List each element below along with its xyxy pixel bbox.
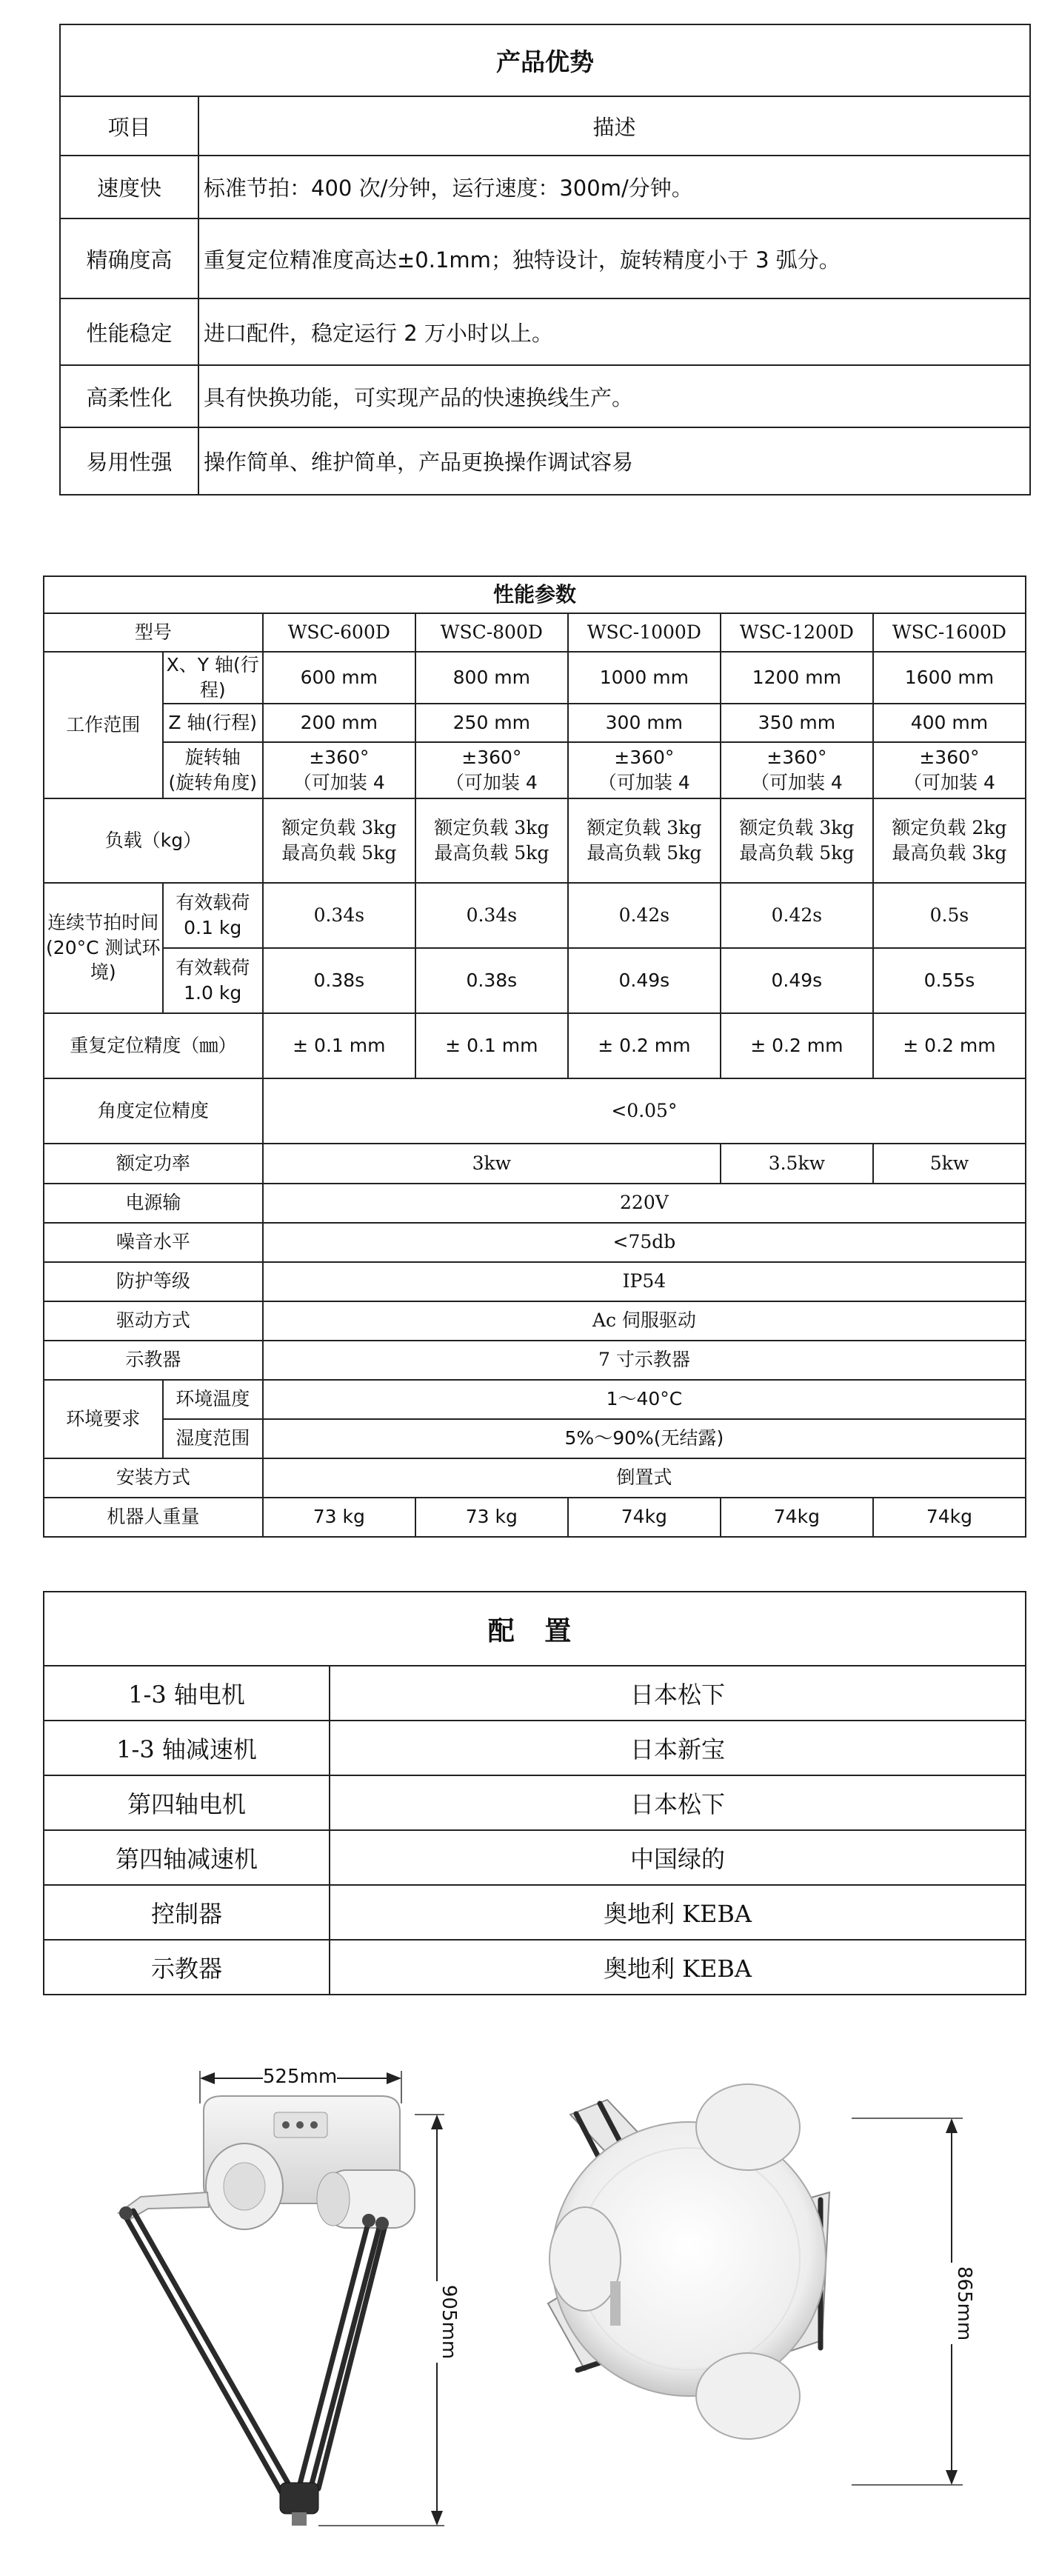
advantages-table <box>59 24 1031 495</box>
cycle-cell: 0.34s <box>263 883 415 948</box>
load-rated: 额定负载 2kg <box>892 816 1007 838</box>
repeat-cell: ± 0.2 mm <box>568 1013 721 1078</box>
config-key: 1-3 轴电机 <box>44 1666 330 1721</box>
xy-cell: 1000 mm <box>568 652 721 704</box>
angle-accuracy-label: 角度定位精度 <box>44 1078 263 1144</box>
cycle-label-line2: (20°C 测试环境) <box>46 936 161 984</box>
load-rated: 额定负载 3kg <box>739 816 855 838</box>
desc-cell: 重复定位精准度高达±0.1mm；独特设计，旋转精度小于 3 弧分。 <box>198 218 1030 298</box>
desc-cell: 标准节拍：400 次/分钟，运行速度：300m/分钟。 <box>198 156 1030 218</box>
env-humidity-label: 湿度范围 <box>163 1419 263 1458</box>
power-value: 3.5kw <box>721 1144 873 1184</box>
model-cell: WSC-1600D <box>873 613 1026 652</box>
rotation-cell <box>263 742 415 798</box>
weight-cell: 74kg <box>721 1498 873 1537</box>
weight-label: 机器人重量 <box>44 1498 263 1537</box>
config-key: 示教器 <box>44 1940 330 1995</box>
load-cell <box>263 798 415 883</box>
table-row <box>60 298 1030 365</box>
rotation-line2: （可加装 4 <box>445 771 538 793</box>
env-temp-value: 1～40°C <box>263 1380 1026 1419</box>
power-value: 5kw <box>873 1144 1026 1184</box>
pendant-value: 7 寸示教器 <box>263 1341 1026 1380</box>
item-cell: 高柔性化 <box>60 365 198 427</box>
config-value: 日本松下 <box>330 1775 1026 1830</box>
cycle-cell: 0.38s <box>263 948 415 1013</box>
rotation-line2: （可加装 4 <box>293 771 385 793</box>
table-row <box>44 1885 1026 1940</box>
load-cell <box>873 798 1026 883</box>
z-cell: 200 mm <box>263 704 415 742</box>
cycle-cell: 0.5s <box>873 883 1026 948</box>
payload-label-line2: 1.0 kg <box>184 981 242 1004</box>
load-rated: 额定负载 3kg <box>587 816 702 838</box>
rotation-cell <box>873 742 1026 798</box>
env-humidity-value: 5%～90%(无结露) <box>263 1419 1026 1458</box>
load-rated: 额定负载 3kg <box>434 816 549 838</box>
supply-value: 220V <box>263 1184 1026 1223</box>
rotation-line1: ±360° <box>309 746 370 768</box>
load-cell <box>415 798 568 883</box>
robot-dimension-figure <box>0 2059 1059 2533</box>
model-cell: WSC-800D <box>415 613 568 652</box>
xy-cell: 600 mm <box>263 652 415 704</box>
load-cell <box>721 798 873 883</box>
rotation-line1: ±360° <box>461 746 522 768</box>
cycle-cell: 0.42s <box>721 883 873 948</box>
cycle-cell: 0.34s <box>415 883 568 948</box>
drive-label: 驱动方式 <box>44 1301 263 1341</box>
table-row <box>44 1940 1026 1995</box>
table-row <box>44 1666 1026 1721</box>
drive-value: Ac 伺服驱动 <box>263 1301 1026 1341</box>
rotation-cell <box>721 742 873 798</box>
table-row <box>44 1775 1026 1830</box>
load-max: 最高负载 5kg <box>587 841 702 864</box>
item-cell: 速度快 <box>60 156 198 218</box>
payload-01-label <box>163 883 263 948</box>
side-height-label: 905mm <box>438 2284 460 2360</box>
environment-label: 环境要求 <box>44 1380 163 1458</box>
weight-cell: 73 kg <box>415 1498 568 1537</box>
config-value: 奥地利 KEBA <box>330 1940 1026 1995</box>
item-cell: 性能稳定 <box>60 298 198 365</box>
col-desc-header: 描述 <box>198 96 1030 156</box>
model-cell: WSC-600D <box>263 613 415 652</box>
weight-cell: 73 kg <box>263 1498 415 1537</box>
load-max: 最高负载 3kg <box>892 841 1007 864</box>
rotation-line2: （可加装 4 <box>750 771 843 793</box>
payload-label-line2: 0.1 kg <box>184 916 242 938</box>
load-cell <box>568 798 721 883</box>
cycle-cell: 0.38s <box>415 948 568 1013</box>
supply-label: 电源输 <box>44 1184 263 1223</box>
protection-value: IP54 <box>263 1262 1026 1301</box>
power-value: 3kw <box>263 1144 721 1184</box>
angle-accuracy-value: <0.05° <box>263 1078 1026 1144</box>
rotation-line2: （可加装 4 <box>903 771 995 793</box>
repeat-cell: ± 0.1 mm <box>415 1013 568 1078</box>
rotation-label-line2: (旋转角度) <box>168 771 257 793</box>
model-cell: WSC-1000D <box>568 613 721 652</box>
mounting-label: 安装方式 <box>44 1458 263 1498</box>
cycle-label-line1: 连续节拍时间 <box>47 911 159 933</box>
z-cell: 400 mm <box>873 704 1026 742</box>
model-cell: WSC-1200D <box>721 613 873 652</box>
load-label: 负载（kg） <box>44 798 263 883</box>
model-label: 型号 <box>44 613 263 652</box>
z-cell: 250 mm <box>415 704 568 742</box>
load-max: 最高负载 5kg <box>281 841 397 864</box>
repeat-cell: ± 0.2 mm <box>721 1013 873 1078</box>
cycle-time-label <box>44 883 163 1013</box>
power-label: 额定功率 <box>44 1144 263 1184</box>
item-cell: 易用性强 <box>60 427 198 495</box>
cycle-cell: 0.49s <box>568 948 721 1013</box>
load-max: 最高负载 5kg <box>434 841 549 864</box>
cycle-cell: 0.55s <box>873 948 1026 1013</box>
z-cell: 350 mm <box>721 704 873 742</box>
z-cell: 300 mm <box>568 704 721 742</box>
config-key: 控制器 <box>44 1885 330 1940</box>
payload-10-label <box>163 948 263 1013</box>
pendant-label: 示教器 <box>44 1341 263 1380</box>
rotation-line2: （可加装 4 <box>598 771 690 793</box>
config-value: 中国绿的 <box>330 1830 1026 1885</box>
rotation-cell <box>415 742 568 798</box>
width-dimension-label: 525mm <box>262 2066 338 2088</box>
payload-label-line1: 有效载荷 <box>176 956 250 978</box>
rotation-line1: ±360° <box>919 746 980 768</box>
table-row <box>44 1721 1026 1775</box>
table-row <box>60 218 1030 298</box>
rotation-cell <box>568 742 721 798</box>
config-value: 日本松下 <box>330 1666 1026 1721</box>
noise-label: 噪音水平 <box>44 1223 263 1262</box>
xy-cell: 800 mm <box>415 652 568 704</box>
payload-label-line1: 有效载荷 <box>176 891 250 913</box>
rotation-label-line1: 旋转轴 <box>184 746 241 768</box>
desc-cell: 操作简单、维护简单，产品更换操作调试容易 <box>198 427 1030 495</box>
repeat-cell: ± 0.2 mm <box>873 1013 1026 1078</box>
load-rated: 额定负载 3kg <box>281 816 397 838</box>
performance-title: 性能参数 <box>44 576 1026 613</box>
config-title: 配 置 <box>44 1592 1026 1666</box>
load-max: 最高负载 5kg <box>739 841 855 864</box>
top-height-label: 865mm <box>953 2266 975 2341</box>
robot-top-view <box>548 2084 975 2485</box>
repeat-cell: ± 0.1 mm <box>263 1013 415 1078</box>
xy-cell: 1600 mm <box>873 652 1026 704</box>
table-row <box>60 156 1030 218</box>
rotation-line1: ±360° <box>766 746 827 768</box>
xy-axis-label: X、Y 轴(行程) <box>163 652 263 704</box>
config-table <box>43 1591 1026 1995</box>
rotation-axis-label <box>163 742 263 798</box>
weight-cell: 74kg <box>568 1498 721 1537</box>
protection-label: 防护等级 <box>44 1262 263 1301</box>
z-axis-label: Z 轴(行程) <box>163 704 263 742</box>
robot-side-view <box>118 2065 460 2526</box>
rotation-line1: ±360° <box>614 746 675 768</box>
work-range-label: 工作范围 <box>44 652 163 798</box>
config-key: 1-3 轴减速机 <box>44 1721 330 1775</box>
config-value: 奥地利 KEBA <box>330 1885 1026 1940</box>
weight-cell: 74kg <box>873 1498 1026 1537</box>
repeat-accuracy-label: 重复定位精度（㎜） <box>44 1013 263 1078</box>
env-temp-label: 环境温度 <box>163 1380 263 1419</box>
xy-cell: 1200 mm <box>721 652 873 704</box>
desc-cell: 具有快换功能，可实现产品的快速换线生产。 <box>198 365 1030 427</box>
table-row <box>60 365 1030 427</box>
performance-table <box>43 575 1026 1538</box>
config-value: 日本新宝 <box>330 1721 1026 1775</box>
config-key: 第四轴减速机 <box>44 1830 330 1885</box>
item-cell: 精确度高 <box>60 218 198 298</box>
table-row <box>44 1830 1026 1885</box>
desc-cell: 进口配件，稳定运行 2 万小时以上。 <box>198 298 1030 365</box>
noise-value: <75db <box>263 1223 1026 1262</box>
mounting-value: 倒置式 <box>263 1458 1026 1498</box>
table-row <box>60 427 1030 495</box>
col-item-header: 项目 <box>60 96 198 156</box>
cycle-cell: 0.42s <box>568 883 721 948</box>
config-key: 第四轴电机 <box>44 1775 330 1830</box>
cycle-cell: 0.49s <box>721 948 873 1013</box>
advantages-title: 产品优势 <box>60 24 1030 96</box>
